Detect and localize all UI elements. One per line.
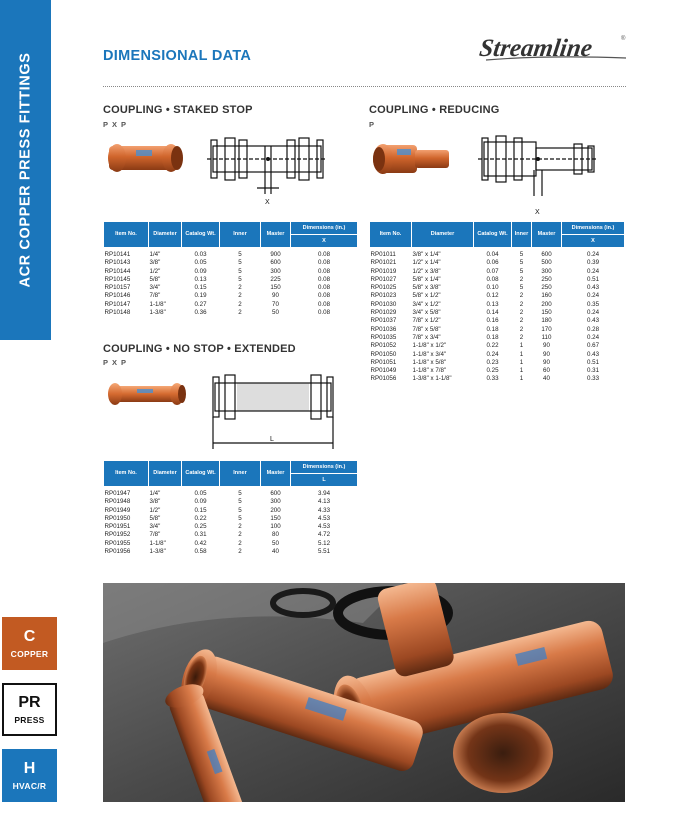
table-cell: 0.12 bbox=[486, 292, 499, 300]
table-cell: 5/8" x 1/4" bbox=[412, 275, 441, 283]
table-cell: 0.42 bbox=[194, 539, 207, 547]
table-cell: 0.05 bbox=[194, 490, 207, 497]
hero-fittings-photo bbox=[103, 583, 625, 802]
table-cell: 1/2" bbox=[149, 506, 161, 514]
table-cell: RP01952 bbox=[104, 531, 131, 539]
table-row bbox=[370, 375, 625, 383]
streamline-logo bbox=[478, 31, 630, 65]
table-cell: 2 bbox=[519, 309, 524, 317]
table-cell: 5 bbox=[238, 275, 242, 283]
brand-wordmark: Streamline bbox=[478, 35, 594, 62]
table-cell: 2 bbox=[519, 325, 524, 333]
table-cell: 2 bbox=[519, 317, 524, 325]
table-cell: 0.24 bbox=[586, 333, 600, 341]
table-cell: 5 bbox=[519, 267, 524, 275]
table-cell: 70 bbox=[272, 300, 279, 308]
diagram-label-x: X bbox=[265, 199, 270, 206]
header-master: Master bbox=[532, 222, 562, 248]
table-cell: 0.31 bbox=[194, 531, 207, 539]
table-cell: RP01949 bbox=[104, 506, 131, 514]
table-cell: 1 bbox=[519, 358, 524, 366]
table-cell: 50 bbox=[272, 539, 279, 547]
header-dimensions: Dimensions (in.) bbox=[291, 461, 358, 474]
table-cell: 7/8" x 3/4" bbox=[412, 333, 441, 341]
table-row bbox=[370, 342, 625, 350]
table-cell: RP01951 bbox=[104, 523, 131, 531]
table-cell: 110 bbox=[541, 333, 552, 341]
table-cell: RP10143 bbox=[104, 259, 131, 267]
table-cell: 3/4" bbox=[149, 523, 161, 531]
table-cell: 0.14 bbox=[486, 309, 499, 317]
reducing-spec-table bbox=[369, 221, 625, 384]
table-row bbox=[370, 292, 625, 300]
table-cell: 1-3/8" bbox=[149, 548, 166, 556]
table-cell: 2 bbox=[519, 275, 524, 283]
table-cell: 4.33 bbox=[317, 506, 331, 514]
header-rule bbox=[103, 86, 626, 87]
table-cell: 0.15 bbox=[194, 506, 207, 514]
table-cell: 0.09 bbox=[194, 498, 207, 506]
header-dim-x: X bbox=[291, 235, 358, 248]
diagram-label-x: X bbox=[535, 209, 540, 216]
table-cell: 1-1/8" x 7/8" bbox=[412, 367, 447, 375]
table-cell: 4.72 bbox=[317, 531, 331, 539]
table-cell: 90 bbox=[543, 350, 550, 358]
badge-letter: H bbox=[23, 760, 36, 777]
table-cell: 3/8" bbox=[149, 259, 161, 267]
reducing-table-body bbox=[370, 248, 625, 384]
table-cell: 2 bbox=[238, 531, 242, 539]
table-cell: 150 bbox=[270, 284, 281, 292]
table-cell: 0.22 bbox=[486, 342, 499, 350]
table-row bbox=[370, 276, 625, 284]
table-cell: RP01011 bbox=[370, 251, 396, 258]
table-row bbox=[370, 367, 625, 375]
extended-coupling-diagram bbox=[207, 373, 337, 453]
table-cell: 0.51 bbox=[586, 358, 600, 366]
table-row bbox=[104, 259, 358, 267]
table-cell: 0.24 bbox=[586, 251, 600, 258]
table-cell: 80 bbox=[272, 531, 279, 539]
table-cell: 0.33 bbox=[486, 375, 499, 383]
table-cell: 0.39 bbox=[586, 259, 600, 267]
table-cell: 2 bbox=[238, 300, 242, 308]
table-cell: 3/4" x 1/2" bbox=[412, 300, 441, 308]
table-cell: RP01947 bbox=[104, 490, 131, 497]
table-cell: RP01036 bbox=[370, 325, 397, 333]
table-cell: 2 bbox=[238, 548, 242, 556]
table-cell: 5.51 bbox=[317, 548, 331, 556]
header-dimensions: Dimensions (in.) bbox=[562, 222, 625, 235]
table-cell: 0.13 bbox=[194, 275, 207, 283]
table-cell: 1 bbox=[519, 350, 524, 358]
reducing-coupling-photo bbox=[369, 136, 453, 184]
table-cell: RP10148 bbox=[104, 309, 131, 317]
table-cell: 0.33 bbox=[586, 375, 600, 383]
header-dim-l: L bbox=[291, 474, 358, 487]
table-cell: 0.28 bbox=[586, 325, 600, 333]
table-cell: 40 bbox=[543, 375, 550, 383]
table-cell: 0.23 bbox=[486, 358, 499, 366]
table-cell: 0.36 bbox=[194, 309, 207, 317]
table-cell: 150 bbox=[270, 514, 281, 522]
badge-copper bbox=[2, 617, 57, 670]
table-cell: 5/8" x 1/2" bbox=[412, 292, 441, 300]
table-cell: 2 bbox=[238, 292, 242, 300]
header-catalog-wt: Catalog Wt. bbox=[182, 461, 220, 487]
table-row bbox=[370, 326, 625, 334]
table-cell: 0.09 bbox=[194, 267, 207, 275]
table-cell: 1/4" bbox=[149, 251, 161, 258]
header-item-no: Item No. bbox=[370, 222, 412, 248]
table-cell: 0.10 bbox=[486, 284, 499, 292]
table-cell: 0.24 bbox=[486, 350, 499, 358]
table-cell: RP01948 bbox=[104, 498, 131, 506]
table-cell: 5 bbox=[519, 259, 524, 267]
table-cell: 5/8" x 3/8" bbox=[412, 284, 441, 292]
badge-word: HVAC/R bbox=[12, 781, 47, 791]
table-cell: 90 bbox=[543, 358, 550, 366]
table-row bbox=[370, 248, 625, 260]
table-cell: 0.08 bbox=[317, 251, 331, 258]
table-row bbox=[104, 540, 358, 548]
table-cell: 250 bbox=[541, 275, 552, 283]
table-cell: 1/2" x 1/4" bbox=[412, 259, 441, 267]
header-diameter: Diameter bbox=[412, 222, 474, 248]
table-cell: 0.18 bbox=[486, 333, 499, 341]
table-cell: 0.15 bbox=[194, 284, 207, 292]
header-diameter: Diameter bbox=[149, 461, 182, 487]
table-cell: 0.07 bbox=[486, 267, 499, 275]
table-cell: 500 bbox=[541, 259, 552, 267]
table-cell: 150 bbox=[541, 309, 552, 317]
table-cell: 170 bbox=[541, 325, 552, 333]
table-cell: 0.24 bbox=[586, 267, 600, 275]
table-cell: 0.35 bbox=[586, 300, 600, 308]
table-row bbox=[370, 334, 625, 342]
table-cell: 0.24 bbox=[586, 309, 600, 317]
table-cell: RP01956 bbox=[104, 548, 131, 556]
header-master: Master bbox=[261, 461, 291, 487]
sidebar-title bbox=[0, 0, 51, 340]
table-cell: 300 bbox=[541, 267, 552, 275]
table-row bbox=[370, 317, 625, 325]
page-title: DIMENSIONAL DATA bbox=[103, 48, 252, 64]
table-cell: 3/8" x 1/4" bbox=[412, 251, 441, 258]
table-cell: 300 bbox=[270, 498, 281, 506]
extended-spec-table bbox=[103, 460, 358, 556]
table-cell: 0.08 bbox=[317, 309, 331, 317]
table-cell: 5 bbox=[519, 251, 524, 258]
table-cell: 5 bbox=[238, 267, 242, 275]
table-cell: 1-1/8" bbox=[149, 539, 166, 547]
section-title-staked: COUPLING • STAKED STOP bbox=[103, 104, 253, 116]
table-cell: 2 bbox=[238, 523, 242, 531]
header-inner: Inner bbox=[220, 461, 261, 487]
header-catalog-wt: Catalog Wt. bbox=[474, 222, 512, 248]
table-cell: 600 bbox=[270, 490, 281, 497]
staked-coupling-photo bbox=[103, 136, 185, 184]
table-cell: 7/8" x 5/8" bbox=[412, 325, 441, 333]
table-cell: 7/8" bbox=[149, 531, 161, 539]
header-master: Master bbox=[261, 222, 291, 248]
section-title-reducing: COUPLING • REDUCING bbox=[369, 104, 500, 116]
table-cell: 5 bbox=[238, 490, 242, 497]
table-cell: 0.08 bbox=[317, 275, 331, 283]
table-cell: 90 bbox=[272, 292, 279, 300]
table-cell: 0.25 bbox=[486, 367, 499, 375]
header-inner: Inner bbox=[220, 222, 261, 248]
table-cell: 1-1/8" x 5/8" bbox=[412, 358, 447, 366]
sidebar-title-text: ACR COPPER PRESS FITTINGS bbox=[17, 52, 34, 288]
table-cell: 3/4" bbox=[149, 284, 161, 292]
table-row bbox=[104, 498, 358, 506]
table-cell: 600 bbox=[270, 259, 281, 267]
table-cell: RP01056 bbox=[370, 375, 397, 383]
table-cell: RP01052 bbox=[370, 342, 397, 350]
table-row bbox=[104, 487, 358, 499]
table-cell: RP01029 bbox=[370, 309, 397, 317]
table-cell: 0.19 bbox=[194, 292, 207, 300]
badge-press bbox=[2, 683, 57, 736]
table-cell: 0.08 bbox=[317, 267, 331, 275]
table-cell: 5 bbox=[238, 251, 242, 258]
table-cell: 2 bbox=[519, 300, 524, 308]
table-row bbox=[104, 548, 358, 556]
table-cell: 1-1/8" x 1/2" bbox=[412, 342, 447, 350]
table-cell: 0.43 bbox=[586, 350, 600, 358]
table-cell: 1 bbox=[519, 342, 524, 350]
table-cell: 90 bbox=[543, 342, 550, 350]
extended-table-body bbox=[104, 487, 358, 557]
table-cell: 50 bbox=[272, 309, 279, 317]
table-row bbox=[104, 284, 358, 292]
table-cell: RP10141 bbox=[104, 251, 131, 258]
table-row bbox=[104, 276, 358, 284]
table-cell: 600 bbox=[541, 251, 552, 258]
table-cell: 180 bbox=[541, 317, 552, 325]
table-row bbox=[104, 248, 358, 260]
badge-letter: C bbox=[23, 628, 36, 645]
table-cell: 1/4" bbox=[149, 490, 161, 497]
table-cell: 0.58 bbox=[194, 548, 207, 556]
table-cell: 2 bbox=[238, 284, 242, 292]
table-cell: RP01021 bbox=[370, 259, 397, 267]
table-cell: 1-1/8" bbox=[149, 300, 166, 308]
table-cell: 5 bbox=[238, 498, 242, 506]
table-row bbox=[370, 259, 625, 267]
table-cell: RP01037 bbox=[370, 317, 397, 325]
table-cell: RP01051 bbox=[370, 358, 397, 366]
table-row bbox=[370, 301, 625, 309]
table-cell: RP10157 bbox=[104, 284, 131, 292]
table-cell: RP10146 bbox=[104, 292, 131, 300]
header-item-no: Item No. bbox=[104, 222, 149, 248]
table-row bbox=[104, 531, 358, 539]
reducing-coupling-diagram bbox=[478, 134, 598, 216]
table-cell: 7/8" bbox=[149, 292, 161, 300]
badge-word: PRESS bbox=[14, 715, 45, 725]
table-cell: 5 bbox=[238, 259, 242, 267]
table-cell: 160 bbox=[541, 292, 552, 300]
table-cell: RP01023 bbox=[370, 292, 397, 300]
table-row bbox=[104, 301, 358, 309]
table-cell: RP01049 bbox=[370, 367, 397, 375]
table-cell: 0.43 bbox=[586, 317, 600, 325]
header-dim-x: X bbox=[562, 235, 625, 248]
table-cell: 5/8" bbox=[149, 514, 161, 522]
table-cell: 1 bbox=[519, 375, 524, 383]
table-cell: RP01035 bbox=[370, 333, 397, 341]
table-cell: 0.08 bbox=[317, 284, 331, 292]
table-cell: 5 bbox=[519, 284, 524, 292]
table-cell: 200 bbox=[541, 300, 552, 308]
table-cell: 7/8" x 1/2" bbox=[412, 317, 441, 325]
badge-word: COPPER bbox=[10, 649, 49, 659]
table-cell: 1/2" x 3/8" bbox=[412, 267, 441, 275]
table-row bbox=[370, 268, 625, 276]
header-item-no: Item No. bbox=[104, 461, 149, 487]
table-cell: 300 bbox=[270, 267, 281, 275]
table-cell: 0.03 bbox=[194, 251, 207, 258]
table-cell: 0.13 bbox=[486, 300, 499, 308]
table-cell: 200 bbox=[270, 506, 281, 514]
table-cell: 3/8" bbox=[149, 498, 161, 506]
table-cell: RP01027 bbox=[370, 275, 397, 283]
table-cell: 0.04 bbox=[486, 251, 499, 258]
table-row bbox=[370, 351, 625, 359]
table-cell: 2 bbox=[238, 539, 242, 547]
table-cell: 4.13 bbox=[317, 498, 331, 506]
diagram-label-l: L bbox=[270, 436, 274, 443]
section-subtitle-extended: P X P bbox=[103, 358, 128, 367]
table-cell: 900 bbox=[270, 251, 281, 258]
table-cell: RP01019 bbox=[370, 267, 397, 275]
table-cell: RP01950 bbox=[104, 514, 131, 522]
table-cell: 1/2" bbox=[149, 267, 161, 275]
table-cell: 0.27 bbox=[194, 300, 207, 308]
staked-table-body bbox=[104, 248, 358, 318]
table-cell: 0.08 bbox=[317, 292, 331, 300]
table-cell: 0.67 bbox=[586, 342, 600, 350]
badge-letter: PR bbox=[18, 694, 41, 711]
header-dimensions: Dimensions (in.) bbox=[291, 222, 358, 235]
table-cell: 0.43 bbox=[586, 284, 600, 292]
table-cell: 1-3/8" bbox=[149, 309, 166, 317]
header-inner: Inner bbox=[512, 222, 532, 248]
table-row bbox=[104, 268, 358, 276]
badge-hvacr bbox=[2, 749, 57, 802]
table-cell: RP10147 bbox=[104, 300, 131, 308]
table-cell: 0.24 bbox=[586, 292, 600, 300]
table-cell: 5/8" bbox=[149, 275, 161, 283]
table-cell: 0.51 bbox=[586, 275, 600, 283]
table-cell: 0.08 bbox=[486, 275, 499, 283]
section-subtitle-staked: P X P bbox=[103, 120, 128, 129]
table-cell: 1 bbox=[519, 367, 524, 375]
table-row bbox=[104, 523, 358, 531]
table-cell: RP01025 bbox=[370, 284, 397, 292]
table-cell: 0.05 bbox=[194, 259, 207, 267]
table-cell: 1-3/8" x 1-1/8" bbox=[412, 375, 452, 383]
table-cell: 4.53 bbox=[317, 514, 331, 522]
table-cell: 0.16 bbox=[486, 317, 499, 325]
section-title-extended: COUPLING • NO STOP • EXTENDED bbox=[103, 343, 296, 355]
table-row bbox=[370, 359, 625, 367]
table-cell: 0.22 bbox=[194, 514, 207, 522]
table-cell: 5 bbox=[238, 514, 242, 522]
table-cell: 60 bbox=[543, 367, 550, 375]
table-row bbox=[370, 284, 625, 292]
table-cell: RP10144 bbox=[104, 267, 131, 275]
table-cell: 5 bbox=[238, 506, 242, 514]
table-row bbox=[104, 507, 358, 515]
table-cell: 100 bbox=[270, 523, 281, 531]
header-diameter: Diameter bbox=[149, 222, 182, 248]
table-cell: 0.18 bbox=[486, 325, 499, 333]
table-row bbox=[104, 309, 358, 317]
table-row bbox=[104, 515, 358, 523]
table-row bbox=[104, 292, 358, 300]
table-cell: 0.31 bbox=[586, 367, 600, 375]
table-cell: 0.08 bbox=[317, 259, 331, 267]
table-cell: 1-1/8" x 3/4" bbox=[412, 350, 447, 358]
table-cell: 225 bbox=[270, 275, 281, 283]
staked-spec-table bbox=[103, 221, 358, 317]
table-cell: RP01030 bbox=[370, 300, 397, 308]
table-cell: 2 bbox=[519, 333, 524, 341]
table-cell: 5.12 bbox=[317, 539, 331, 547]
table-cell: 2 bbox=[238, 309, 242, 317]
header-catalog-wt: Catalog Wt. bbox=[182, 222, 220, 248]
table-cell: 3/4" x 5/8" bbox=[412, 309, 441, 317]
table-cell: 2 bbox=[519, 292, 524, 300]
table-cell: 0.06 bbox=[486, 259, 499, 267]
table-cell: 0.25 bbox=[194, 523, 207, 531]
table-cell: RP10145 bbox=[104, 275, 131, 283]
section-subtitle-reducing: P bbox=[369, 120, 376, 129]
table-cell: 40 bbox=[272, 548, 279, 556]
table-row bbox=[370, 309, 625, 317]
table-cell: 3.94 bbox=[317, 490, 331, 497]
brand-registered-mark: ® bbox=[621, 36, 626, 42]
table-cell: 250 bbox=[541, 284, 552, 292]
table-cell: 0.08 bbox=[317, 300, 331, 308]
table-cell: RP01955 bbox=[104, 539, 131, 547]
table-cell: 4.53 bbox=[317, 523, 331, 531]
staked-coupling-diagram bbox=[207, 134, 327, 206]
table-cell: RP01050 bbox=[370, 350, 397, 358]
extended-coupling-photo bbox=[103, 372, 189, 416]
